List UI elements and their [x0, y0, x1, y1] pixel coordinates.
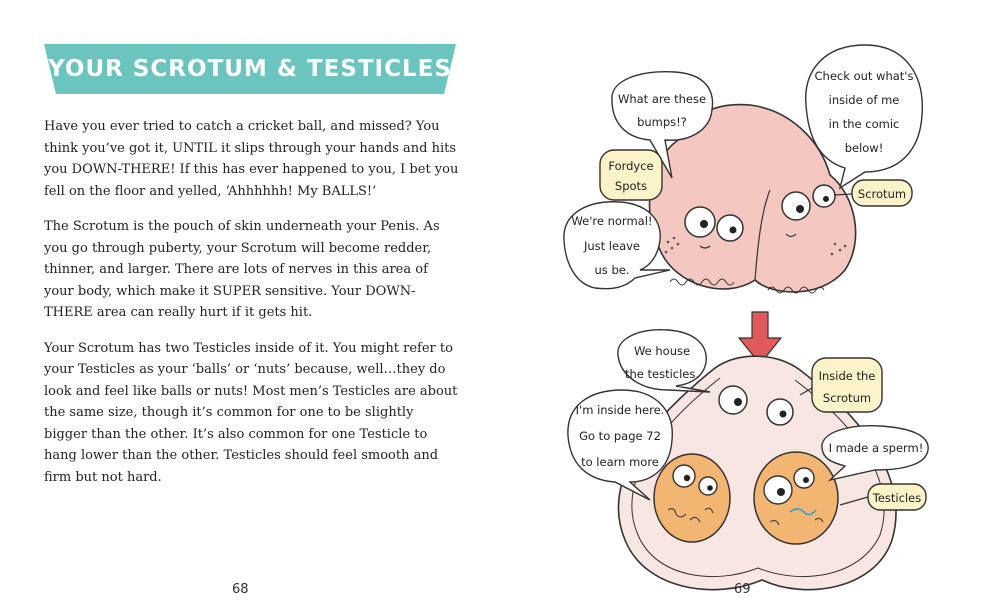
paragraph-1: Have you ever tried to catch a cricket ball, and missed? You think you’ve got it, UNTIL it slips through your hands and hits you DOWN-THERE! If this has ever happened to you, I bet you fell on the floor and yelled, ‘Ahhhhhh! My BALLS!’	[44, 119, 459, 199]
paragraph-3: Your Scrotum has two Testicles inside of it. You might refer to your Testicles as your ‘balls’ or ‘nuts’ because, well…they do look and feel like balls or nuts! Most men’s Testicles are about the same size, though it’s common for one to be slightly bigger than the other. It’s also common for one Testicle to hang lower than the other. Testicles should feel smooth and firm but not hard.	[44, 340, 458, 485]
right-page	[500, 0, 1000, 615]
label-fordyce-line-2: Spots	[614, 179, 648, 193]
bubble-normal-line-2: Just leave	[583, 239, 641, 253]
label-testicles-text: Testicles	[872, 491, 922, 505]
page-number-right: 69	[734, 582, 751, 597]
bubble-normal-line-3: us be.	[594, 263, 630, 277]
bubble-check-out-line-1: Check out what's	[814, 69, 914, 83]
label-inside-scrotum-line-2: Scrotum	[822, 391, 872, 405]
bubble-check-out-line-4: below!	[844, 141, 884, 155]
bubble-inside-here-line-2: Go to page 72	[579, 429, 661, 443]
title-banner	[44, 44, 456, 94]
label-fordyce	[600, 150, 662, 200]
illustration	[500, 0, 1000, 615]
bubble-inside-here-line-3: to learn more	[581, 455, 659, 469]
bubble-inside-here-line-1: I'm inside here.	[575, 403, 665, 417]
bubble-bumps-line-2: bumps!?	[637, 115, 687, 129]
bubble-check-out-line-3: in the comic	[828, 117, 900, 131]
bubble-normal-line-1: We're normal!	[571, 214, 653, 228]
bubble-bumps-line-1: What are these	[617, 92, 707, 106]
bubble-house-line-2: the testicles.	[624, 367, 700, 381]
page-title: YOUR SCROTUM & TESTICLES	[48, 56, 452, 82]
body-text	[44, 116, 460, 502]
page-number-left: 68	[232, 582, 249, 597]
label-inside-scrotum-line-1: Inside the	[818, 369, 876, 383]
bubble-sperm-text: I made a sperm!	[828, 441, 924, 455]
bubble-check-out-line-2: inside of me	[828, 93, 900, 107]
label-fordyce-line-1: Fordyce	[608, 159, 654, 173]
bubble-house-line-1: We house	[633, 344, 691, 358]
label-scrotum-text: Scrotum	[857, 187, 907, 201]
paragraph-2: The Scrotum is the pouch of skin underneath your Penis. As you go through puberty, your Scrotum will become redder, thinner, and larger. There are lots of nerves in this area of your body, which make it SUPER sensitive. Your DOWN-THERE area can really hurt if it gets hit.	[44, 219, 440, 320]
